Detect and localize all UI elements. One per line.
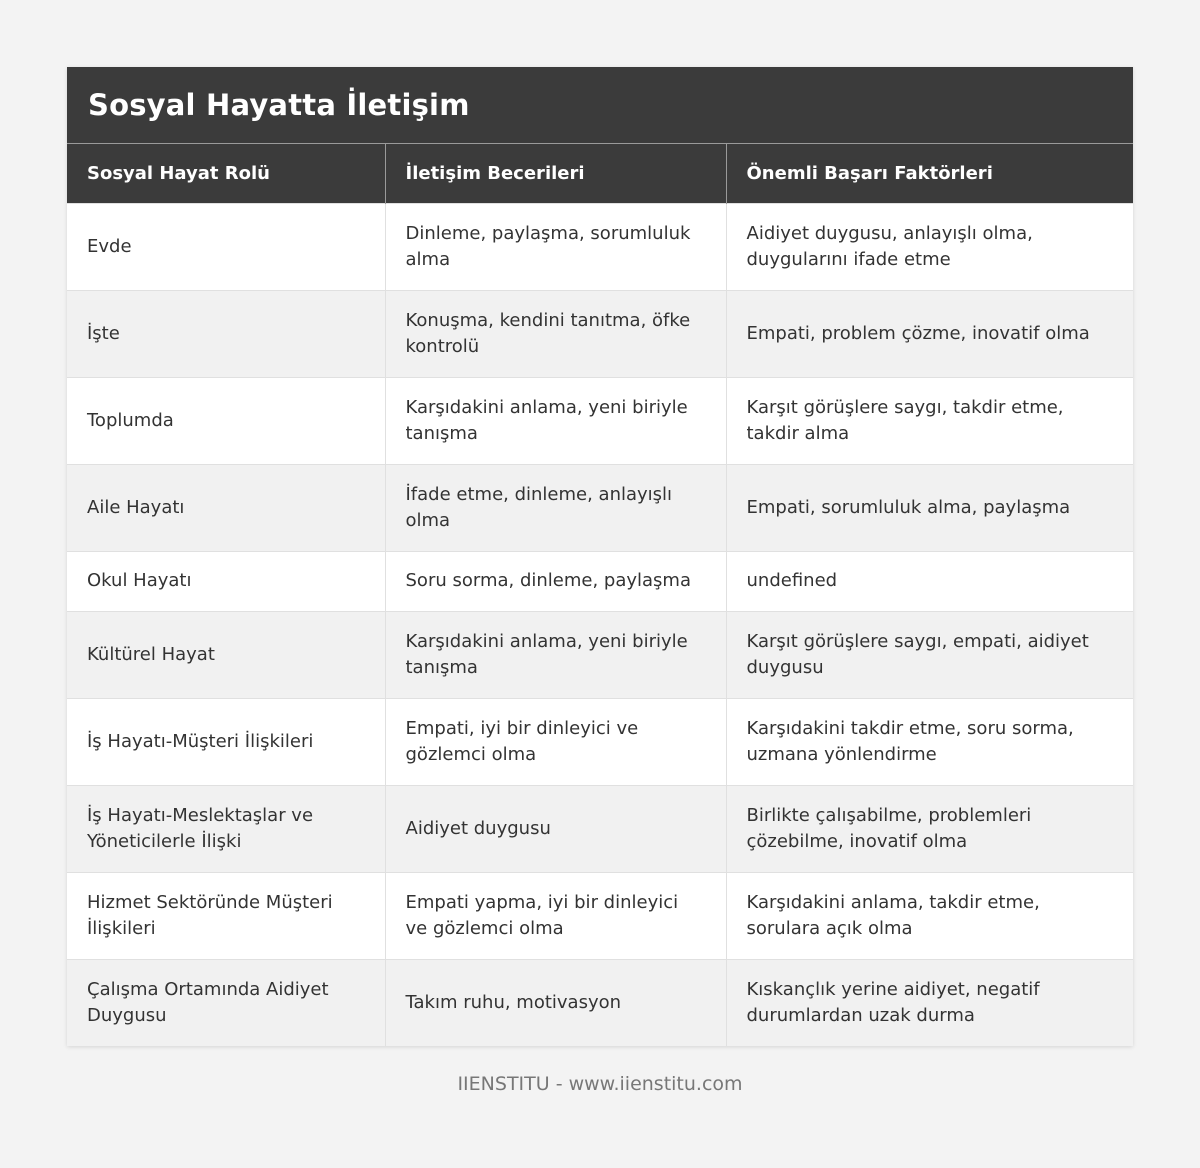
table-row [67, 203, 1133, 290]
footer-credit: IIENSTITU - www.iienstitu.com [457, 1073, 743, 1095]
table-row [67, 464, 1133, 551]
header-row [67, 144, 1133, 203]
cell-skills: Dinleme, paylaşma, sorumluluk alma [385, 203, 726, 290]
table-row [67, 785, 1133, 872]
cell-role: Okul Hayatı [67, 551, 385, 611]
cell-role: Çalışma Ortamında Aidiyet Duygusu [67, 959, 385, 1046]
table-body [67, 203, 1133, 1046]
table-row [67, 872, 1133, 959]
cell-role: İş Hayatı-Meslektaşlar ve Yöneticilerle İlişki [67, 785, 385, 872]
cell-skills: Karşıdakini anlama, yeni biriyle tanışma [385, 611, 726, 698]
column-header-role: Sosyal Hayat Rolü [67, 144, 385, 203]
data-table [67, 144, 1133, 1046]
cell-factors: Karşıdakini takdir etme, soru sorma, uzmana yönlendirme [726, 698, 1133, 785]
cell-skills: Soru sorma, dinleme, paylaşma [385, 551, 726, 611]
cell-factors: undefined [726, 551, 1133, 611]
cell-skills: Takım ruhu, motivasyon [385, 959, 726, 1046]
table-row [67, 959, 1133, 1046]
table-row [67, 611, 1133, 698]
table-header [67, 144, 1133, 203]
cell-factors: Empati, sorumluluk alma, paylaşma [726, 464, 1133, 551]
cell-role: Toplumda [67, 377, 385, 464]
column-header-skills: İletişim Becerileri [385, 144, 726, 203]
column-header-factors: Önemli Başarı Faktörleri [726, 144, 1133, 203]
cell-factors: Karşıt görüşlere saygı, takdir etme, takdir alma [726, 377, 1133, 464]
cell-factors: Karşıt görüşlere saygı, empati, aidiyet duygusu [726, 611, 1133, 698]
table-title: Sosyal Hayatta İletişim [88, 88, 470, 122]
cell-role: Evde [67, 203, 385, 290]
cell-skills: Empati, iyi bir dinleyici ve gözlemci olma [385, 698, 726, 785]
cell-role: İşte [67, 290, 385, 377]
cell-role: Hizmet Sektöründe Müşteri İlişkileri [67, 872, 385, 959]
cell-factors: Aidiyet duygusu, anlayışlı olma, duygularını ifade etme [726, 203, 1133, 290]
cell-skills: Karşıdakini anlama, yeni biriyle tanışma [385, 377, 726, 464]
cell-role: Aile Hayatı [67, 464, 385, 551]
table-row [67, 377, 1133, 464]
table-title-bar [67, 67, 1133, 144]
cell-factors: Kıskançlık yerine aidiyet, negatif durumlardan uzak durma [726, 959, 1133, 1046]
cell-skills: Empati yapma, iyi bir dinleyici ve gözlemci olma [385, 872, 726, 959]
cell-factors: Karşıdakini anlama, takdir etme, sorulara açık olma [726, 872, 1133, 959]
cell-skills: İfade etme, dinleme, anlayışlı olma [385, 464, 726, 551]
cell-factors: Empati, problem çözme, inovatif olma [726, 290, 1133, 377]
table-row [67, 551, 1133, 611]
cell-role: Kültürel Hayat [67, 611, 385, 698]
table-row [67, 290, 1133, 377]
table-card [67, 67, 1133, 1046]
cell-skills: Konuşma, kendini tanıtma, öfke kontrolü [385, 290, 726, 377]
cell-factors: Birlikte çalışabilme, problemleri çözebilme, inovatif olma [726, 785, 1133, 872]
cell-role: İş Hayatı-Müşteri İlişkileri [67, 698, 385, 785]
table-row [67, 698, 1133, 785]
cell-skills: Aidiyet duygusu [385, 785, 726, 872]
